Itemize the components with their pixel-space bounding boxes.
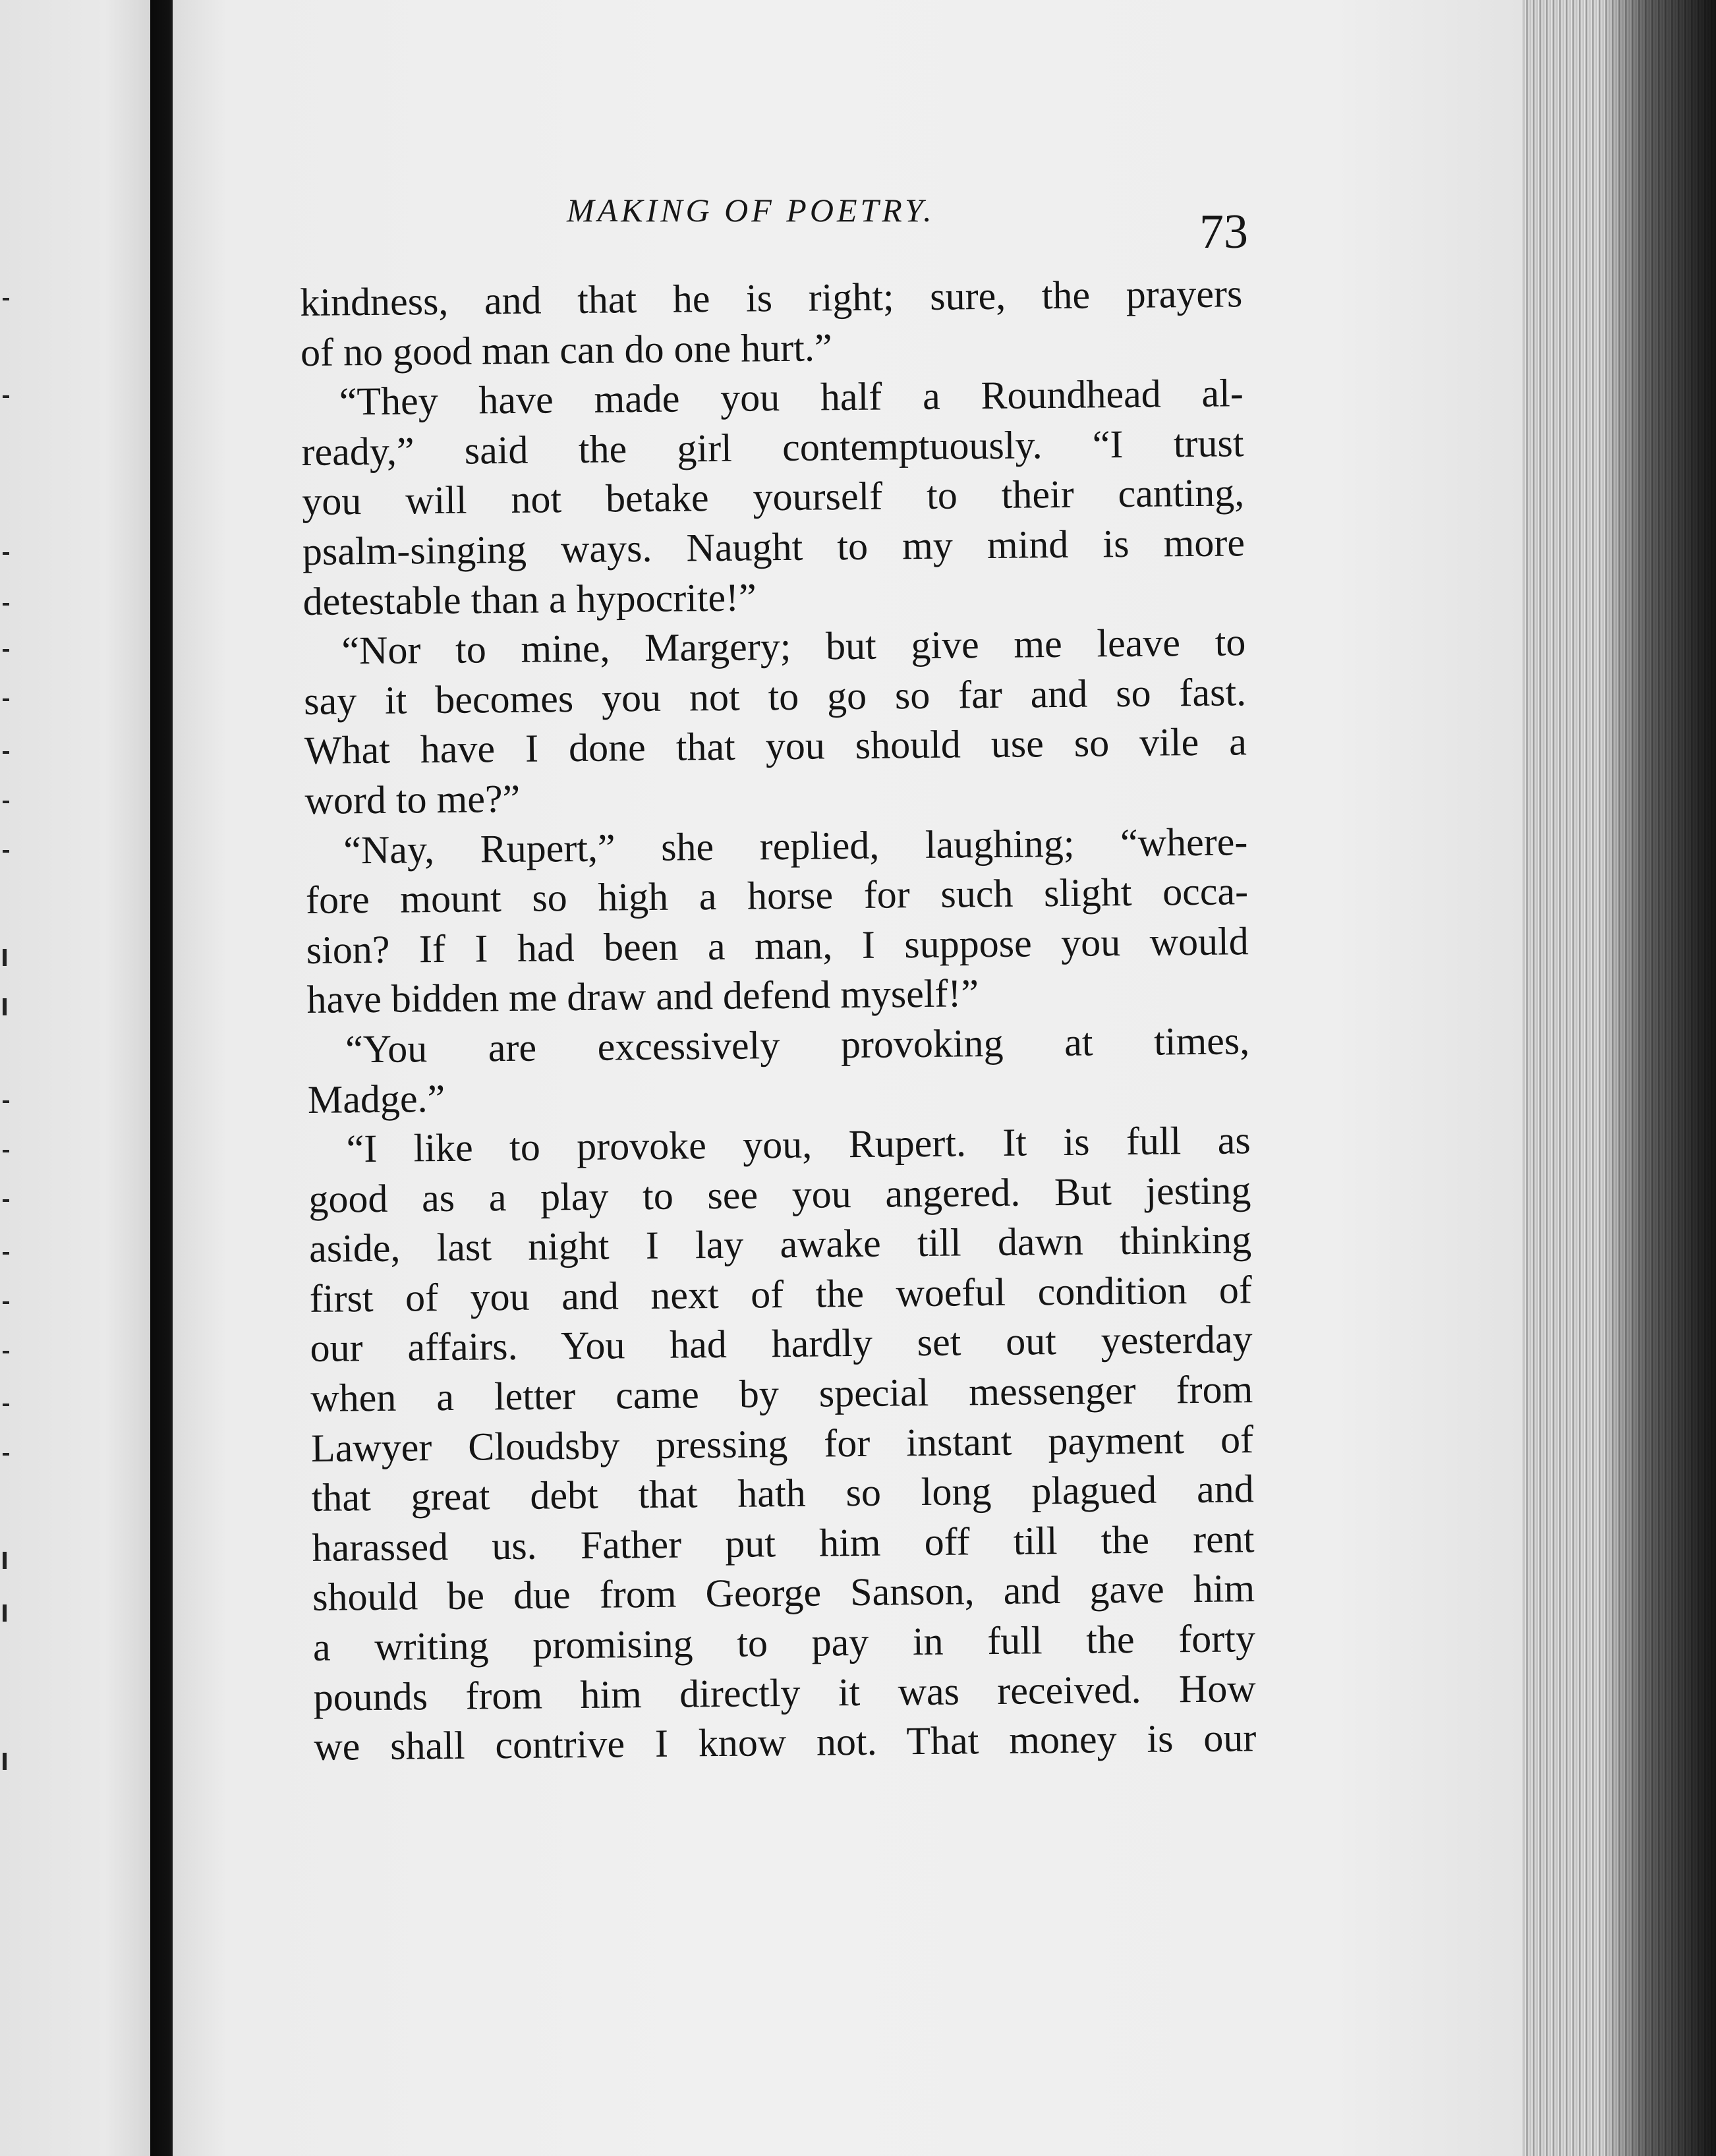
- text-line: “They have made you half a Roundhead al-: [339, 371, 1244, 424]
- running-head: MAKING OF POETRY.: [567, 192, 935, 229]
- text-line: harassed us. Father put him off till the rent: [312, 1517, 1255, 1570]
- text-line: of no good man can do one hurt.”: [300, 325, 832, 374]
- page-fore-edge: [1522, 0, 1716, 2156]
- text-line: say it becomes you not to go so far and so fast.: [303, 669, 1247, 723]
- text-line: “I like to provoke you, Rupert. It is full as: [346, 1118, 1251, 1171]
- text-line: sion? If I had been a man, I suppose you would: [306, 919, 1249, 972]
- text-line: should be due from George Sanson, and gave him: [312, 1566, 1255, 1620]
- text-line: “Nor to mine, Margery; but give me leave to: [341, 620, 1246, 673]
- text-line: a writing promising to pay in full the forty: [312, 1616, 1256, 1669]
- text-line: ready,” said the girl contemptuously. “I trust: [301, 421, 1244, 474]
- text-line: What have I done that you should use so vile a: [304, 720, 1247, 773]
- text-line: when a letter came by special messenger from: [310, 1367, 1253, 1420]
- text-line: first of you and next of the woeful condition of: [309, 1268, 1253, 1320]
- text-line: pounds from him directly it was received. How: [313, 1666, 1256, 1719]
- text-line: kindness, and that he is right; sure, the prayers: [300, 271, 1243, 324]
- text-line: detestable than a hypocrite!”: [302, 575, 757, 623]
- text-line: you will not betake yourself to their canting,: [301, 470, 1245, 524]
- text-line: fore mount so high a horse for such slight occa-: [305, 869, 1249, 922]
- text-line: that great debt that hath so long plagued and: [311, 1467, 1255, 1520]
- text-line: psalm-singing ways. Naught to my mind is more: [302, 521, 1245, 573]
- text-line: good as a play to see you angered. But jesting: [308, 1168, 1251, 1221]
- previous-page-text-fragments: [0, 0, 150, 2156]
- previous-page-edge: [0, 0, 150, 2156]
- text-line: “Nay, Rupert,” she replied, laughing; “where-: [343, 819, 1248, 872]
- page-number: 73: [1199, 205, 1248, 259]
- text-line: our affairs. You had hardly set out yesterday: [310, 1317, 1253, 1371]
- text-line: aside, last night I lay awake till dawn thinking: [308, 1218, 1252, 1271]
- text-line: we shall contrive I know not. That money is our: [314, 1716, 1257, 1769]
- body-text: [300, 269, 1257, 1772]
- text-line: Lawyer Cloudsby pressing for instant payment of: [310, 1417, 1254, 1470]
- text-line: have bidden me draw and defend myself!”: [306, 971, 979, 1022]
- text-line: Madge.”: [307, 1076, 445, 1121]
- text-line: word to me?”: [304, 776, 521, 822]
- text-line: “You are excessively provoking at times,: [345, 1019, 1250, 1071]
